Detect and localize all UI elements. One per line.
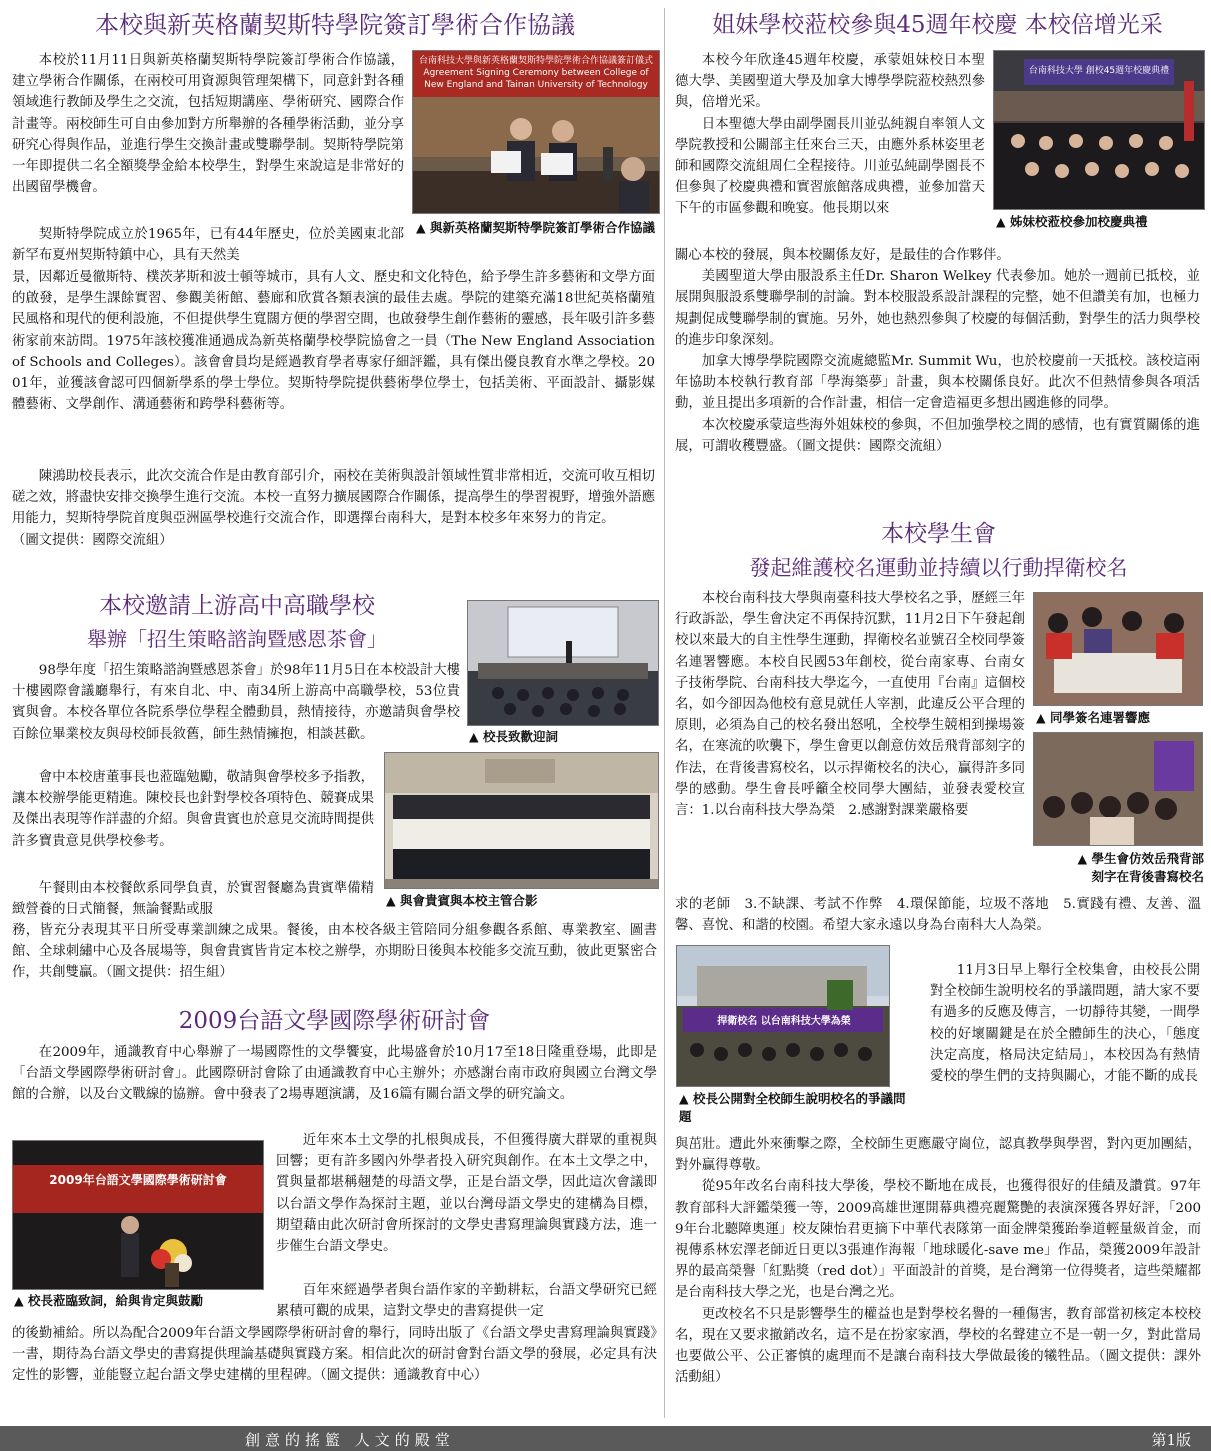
paragraph: 更改校名不只是影響學生的權益也是對學校名譽的一種傷害，教育部當初核定本校校名，現在又要求撤銷改名，這不是在扮家家酒，學校的名聲建立不是一朝一夕，對此當局也要做公平、公正審慎的處理而不是讓台南科技大學做最後的犧牲品。（圖文提供：課外活動組）	[675, 1306, 1201, 1386]
article-body	[12, 920, 657, 990]
group-photo	[384, 752, 659, 889]
photo-caption: ▲ 校長公開對全校師生說明校名的爭議問題	[679, 1091, 906, 1124]
paragraph: 近年來本土文學的扎根與成長，不但獲得廣大群眾的重視與回響；更有許多國內外學者投入研究與創作。在本土文學之中，質與量都堪稱翹楚的母語文學，正是台語文學，因此這次會議即以台語文學作為探討主題，並以台灣母語文學史的建構為目標，期望藉由此次研討會所探討的文學史書寫理論與實踐方法，進一步催生台語文學史。	[276, 1133, 657, 1255]
paragraph: 關心本校的發展，與本校關係友好，是最佳的合作夥伴。	[675, 248, 1010, 263]
photo-caption: ▲ 與新英格蘭契斯特學院簽訂學術合作協議	[416, 220, 655, 235]
anniversary-photo	[993, 50, 1205, 210]
paragraph: 加拿大博學學院國際交流處總監Mr. Summit Wu，也於校慶前一天抵校。該校這兩年協助本校執行教育部「學海築夢」計畫，與本校關係良好。此次不但熱情參與各項活動，並且提出多項新的合作計畫，相信一定會造福更多想出國進修的同學。	[675, 354, 1200, 412]
photo-caption	[1036, 850, 1204, 886]
paragraph: 百年來經過學者與台語作家的辛勤耕耘，台語文學研究已經累積可觀的成果，這對文學史的書寫提供一定	[276, 1283, 657, 1320]
article-body	[12, 1042, 657, 1130]
article-body	[276, 1130, 657, 1280]
caption-line: 刻字在背後書寫校名	[1091, 869, 1204, 884]
signature-photo	[1033, 592, 1203, 706]
article-body	[12, 767, 374, 877]
paragraph: 求的老師 3.不缺課、考試不作弊 4.環保節能，垃圾不落地 5.實踐有禮、友善、溫馨、喜悅、和諧的校園。希望大家永遠以身為台南科大人為榮。	[675, 897, 1201, 934]
page-number: 第1版	[1151, 1431, 1191, 1449]
article-title: 本校邀請上游高中高職學校	[99, 593, 375, 619]
photo-banner-text: Agreement Signing Ceremony between College of New England and Tainan University of Technology	[423, 68, 649, 90]
paragraph: 會中本校唐董事長也蒞臨勉勵，敬請與會學校多予指教，讓本校辦學能更精進。陳校長也針對學校各項特色、競賽成果及傑出表現等作詳盡的介紹。與會貴賓也於意見交流時間提供許多寶貴意見供學校參考。	[12, 770, 374, 849]
paragraph: 日本聖德大學由副學園長川並弘純親自率領人文學院教授和公關部主任來台三天，由應外系林姿里老師和國際交流組周仁全程接待。川並弘純副學園長不但參與了校慶典禮和實習旅館落成典禮，並參加當天下午的市區參觀和晚宴。他長期以來	[675, 116, 985, 217]
article-body	[930, 960, 1200, 1136]
paragraph: 本校台南科技大學與南臺科技大學校名之爭，歷經三年行政訴訟，學生會決定不再保持沉默，11月2日下午發起創校以來最大的自主性學生運動，捍衛校名並號召全校同學簽名連署響應。本校自民國53年創校，從台南家專、台南女子技術學院、台南科技大學迄今，一直使用『台南』這個校名，如今卻因為他校有意見就任人宰割，此違反公平合理的原則，必須為自己的校名發出怒吼，全校學生競相到操場簽名，在寒流的吹襲下，學生會更以創意仿效岳飛背部刻字的作法，在背後書寫校名，以示捍衛校名的決心，贏得許多同學的感動。學生會長呼籲全校同學大團結，並發表愛校宣言：1.以台南科技大學為榮 2.感謝對課業嚴格要	[675, 591, 1025, 819]
paragraph: 務，皆充分表現其平日所受專業訓練之成果。餐後，由本校各級主管陪同分組參觀各系館、專業教室、圖書館、全球刺繡中心及各展場等，與會貴賓皆肯定本校之辦學，亦期盼日後與本校能多交流互動，彼此更緊密合作，共創雙贏。（圖文提供：招生組）	[12, 923, 657, 981]
credit: （圖文提供：國際交流組）	[12, 532, 173, 548]
paragraph: 的後勤補給。所以為配合2009年台語文學國際學術研討會的舉行，同時出版了《台語文學史書寫理論與實踐》一書，期待為台語文學史的書寫提供理論基礎與實踐方案。相信此次的研討會對台語文學的發展，必定具有決定性的影響，並能豎立起台語文學史建構的里程碑。（圖文提供：通識教育中心）	[12, 1326, 657, 1384]
photo-caption: ▲ 校長致歡迎詞	[469, 729, 558, 744]
article-body	[675, 245, 1200, 485]
welcome-speech-photo	[467, 600, 659, 726]
photo-caption: ▲ 與會貴賓與本校主管合影	[386, 893, 538, 908]
article-subtitle: 發起維護校名運動並持續以行動捍衛校名	[749, 556, 1128, 580]
photo-banner-text: 台南科技大學與新英格蘭契斯特學院學術合作協議簽訂儀式	[418, 56, 653, 66]
signing-photo	[412, 50, 660, 214]
paragraph: 陳鴻助校長表示，此次交流合作是由教育部引介，兩校在美術與設計領域性質非常相近，交流可收互相切磋之效，將盡快安排交換學生進行交流。本校一直努力擴展國際合作關係，提高學生的學習視野，增強外語應用能力，契斯特學院首度與亞洲區學校進行交流合作，即選擇台南科大，是對本校多年來努力的肯定。	[12, 469, 655, 527]
paragraph: 本校於11月11日與新英格蘭契斯特學院簽訂學術合作協議，建立學術合作關係，在兩校可用資源與管理架構下，同意針對各種領域進行教師及學生之交流，包括短期講座、學術研究、國際合作計畫等。兩校師生可自由參加對方所舉辦的各種學術活動，並分享研究心得與作品，並進行學生交換計畫或雙聯學制。契斯特學院第一年即提供二名全額獎學金給本校學生，對學生來說這是非常好的出國留學機會。	[12, 53, 404, 196]
paragraph: 景，因鄰近曼徹斯特、樸茨茅斯和波士頓等城市，具有人文、歷史和文化特色，給予學生許多藝術和文學方面的啟發，是學生課餘實習、參觀美術館、藝廊和欣賞各類表演的最佳去處。學院的建築充滿18世紀英格蘭殖民風格和現代的便利設施，不但提供學生寬闊方便的學習空間，也啟發學生創作藝術的靈感，長年吸引許多藝術家前來訪問。1975年該校獲准通過成為新英格蘭學校學院協會之一員（The New England Association of Schools and Colleges）。該會會員均是經過教育學者專家仔細評鑑，具有傑出優良教育水準之學校。2001年，並獲該會認可四個新學系的學士學位。契斯特學院提供藝術學位學士，包括美術、平面設計、攝影媒體藝術、文學創作、溝通藝術和跨學科藝術等。	[12, 270, 655, 413]
photo-caption: ▲ 校長蒞臨致詞，給與肯定與鼓勵	[14, 1293, 203, 1308]
photo-banner-text: 2009年台語文學國際學術研討會	[49, 1173, 227, 1187]
seminar-photo	[12, 1140, 264, 1290]
article-subtitle: 舉辦「招生策略諮詢暨感恩茶會」	[87, 627, 387, 651]
article-body	[12, 466, 655, 576]
paragraph: 98學年度「招生策略諮詢暨感恩茶會」於98年11月5日在本校設計大樓十樓國際會議廳舉行，有來自北、中、南34所上游高中高職學校，53位貴賓與會。本校各單位各院系學位學程全體動員，熱情接待，亦邀請與會學校百餘位畢業校友與母校師長敘舊，師生熱情擁抱，相談甚歡。	[12, 663, 460, 742]
paragraph: 契斯特學院成立於1965年，已有44年歷史，位於美國東北部新罕布夏州契斯特鎮中心，具有天然美	[12, 227, 404, 264]
paragraph: 午餐則由本校餐飲系同學負責，於實習餐廳為貴賓準備精緻營養的日式簡餐，無論餐點或服	[12, 881, 374, 918]
paragraph: 本校今年欣逢45週年校慶，承蒙姐妹校日本聖德大學、美國聖道大學及加拿大博學學院蒞校熱烈參與，倍增光采。	[675, 53, 985, 111]
paragraph: 在2009年，通識教育中心舉辦了一場國際性的文學饗宴，此場盛會於10月17至18日隆重登場，此即是「台語文學國際學術研討會」。此國際研討會除了由通識教育中心主辦外；亦感謝台南市政府與國立台灣文學館的合辦，以及台文戰線的協辦。會中發表了2場專題演講，及16篇有關台語文學的研究論文。	[12, 1045, 657, 1103]
footer-slogan: 創意的搖籃 人文的殿堂	[245, 1431, 455, 1449]
photo-caption: ▲ 姊妹校蒞校參加校慶典禮	[996, 214, 1148, 229]
back-writing-photo	[1033, 732, 1203, 846]
article-body	[12, 224, 404, 264]
article-body	[12, 1323, 657, 1415]
assembly-photo	[676, 945, 890, 1087]
paragraph: 從95年改名台南科技大學後，學校不斷地在成長，也獲得很好的佳績及讚賞。97年教育部科大評鑑榮獲一等，2009高雄世運開幕典禮亮麗驚艷的表演深獲各界好評，「2009年台北聽障奧運」校友陳怡君更摘下中華代表隊第一面金牌榮獲跆拳道輕量級首金，而視傳系林宏澤老師近日更以3張連作海報「地球暖化-save me」作品，榮獲2009年設計界的最高榮譽「紅點獎（red dot）」平面設計的首獎，是台灣第一位得獎者，這些榮耀都是台南科技大學之光，也是台灣之光。	[675, 1179, 1201, 1301]
photo-banner-text: 捍衛校名 以台南科技大學為榮	[717, 1016, 851, 1027]
article-body	[675, 50, 985, 250]
paragraph: 美國聖道大學由服設系主任Dr. Sharon Welkey 代表參加。她於一週前已抵校，並展開與服設系雙聯學制的討論。對本校服設系設計課程的完整，她不但讚美有加，也極力規劃促成雙聯學制的實施。另外，她也熱烈參與了校慶的每個活動，對學生的活力與學校的進步印象深刻。	[675, 269, 1200, 348]
paragraph: 11月3日早上舉行全校集會，由校長公開對全校師生說明校名的爭議問題，請大家不要有過多的反應及傳言，一切靜待其變，一間學校的好壞關鍵是在於全體師生的決心，「態度決定高度，格局決定結局」，本校因為有熱情愛校的學生們的支持與關心，才能不斷的成長	[930, 963, 1200, 1085]
caption-line: ▲ 學生會仿效岳飛背部	[1077, 851, 1204, 866]
photo-banner-text: 台南科技大學 創校45週年校慶典禮	[1028, 66, 1170, 76]
article-body	[12, 50, 404, 220]
photo-caption: ▲ 同學簽名連署響應	[1036, 710, 1150, 725]
article-title: 2009台語文學國際學術研討會	[178, 1008, 491, 1034]
paragraph: 與茁壯。遭此外來衝擊之際，全校師生更應嚴守崗位，認真教學與學習，對內更加團結，對外贏得尊敬。	[675, 1137, 1201, 1174]
paragraph: 本次校慶承蒙這些海外姐妹校的參與，不但加強學校之間的感情，也有實質關係的進展，可謂收穫豐盛。（圖文提供：國際交流組）	[675, 417, 1200, 454]
page-footer	[0, 1426, 1211, 1451]
article-body	[675, 1134, 1201, 1414]
article-title: 本校與新英格蘭契斯特學院簽訂學術合作協議	[95, 11, 575, 39]
article-body	[12, 878, 374, 924]
article-body	[276, 1280, 657, 1326]
article-body	[12, 267, 655, 477]
article-title: 本校學生會	[881, 521, 996, 547]
article-title: 姐妹學校蒞校參與45週年校慶 本校倍增光采	[712, 12, 1163, 38]
column-divider	[664, 8, 665, 1418]
article-body	[675, 588, 1025, 882]
